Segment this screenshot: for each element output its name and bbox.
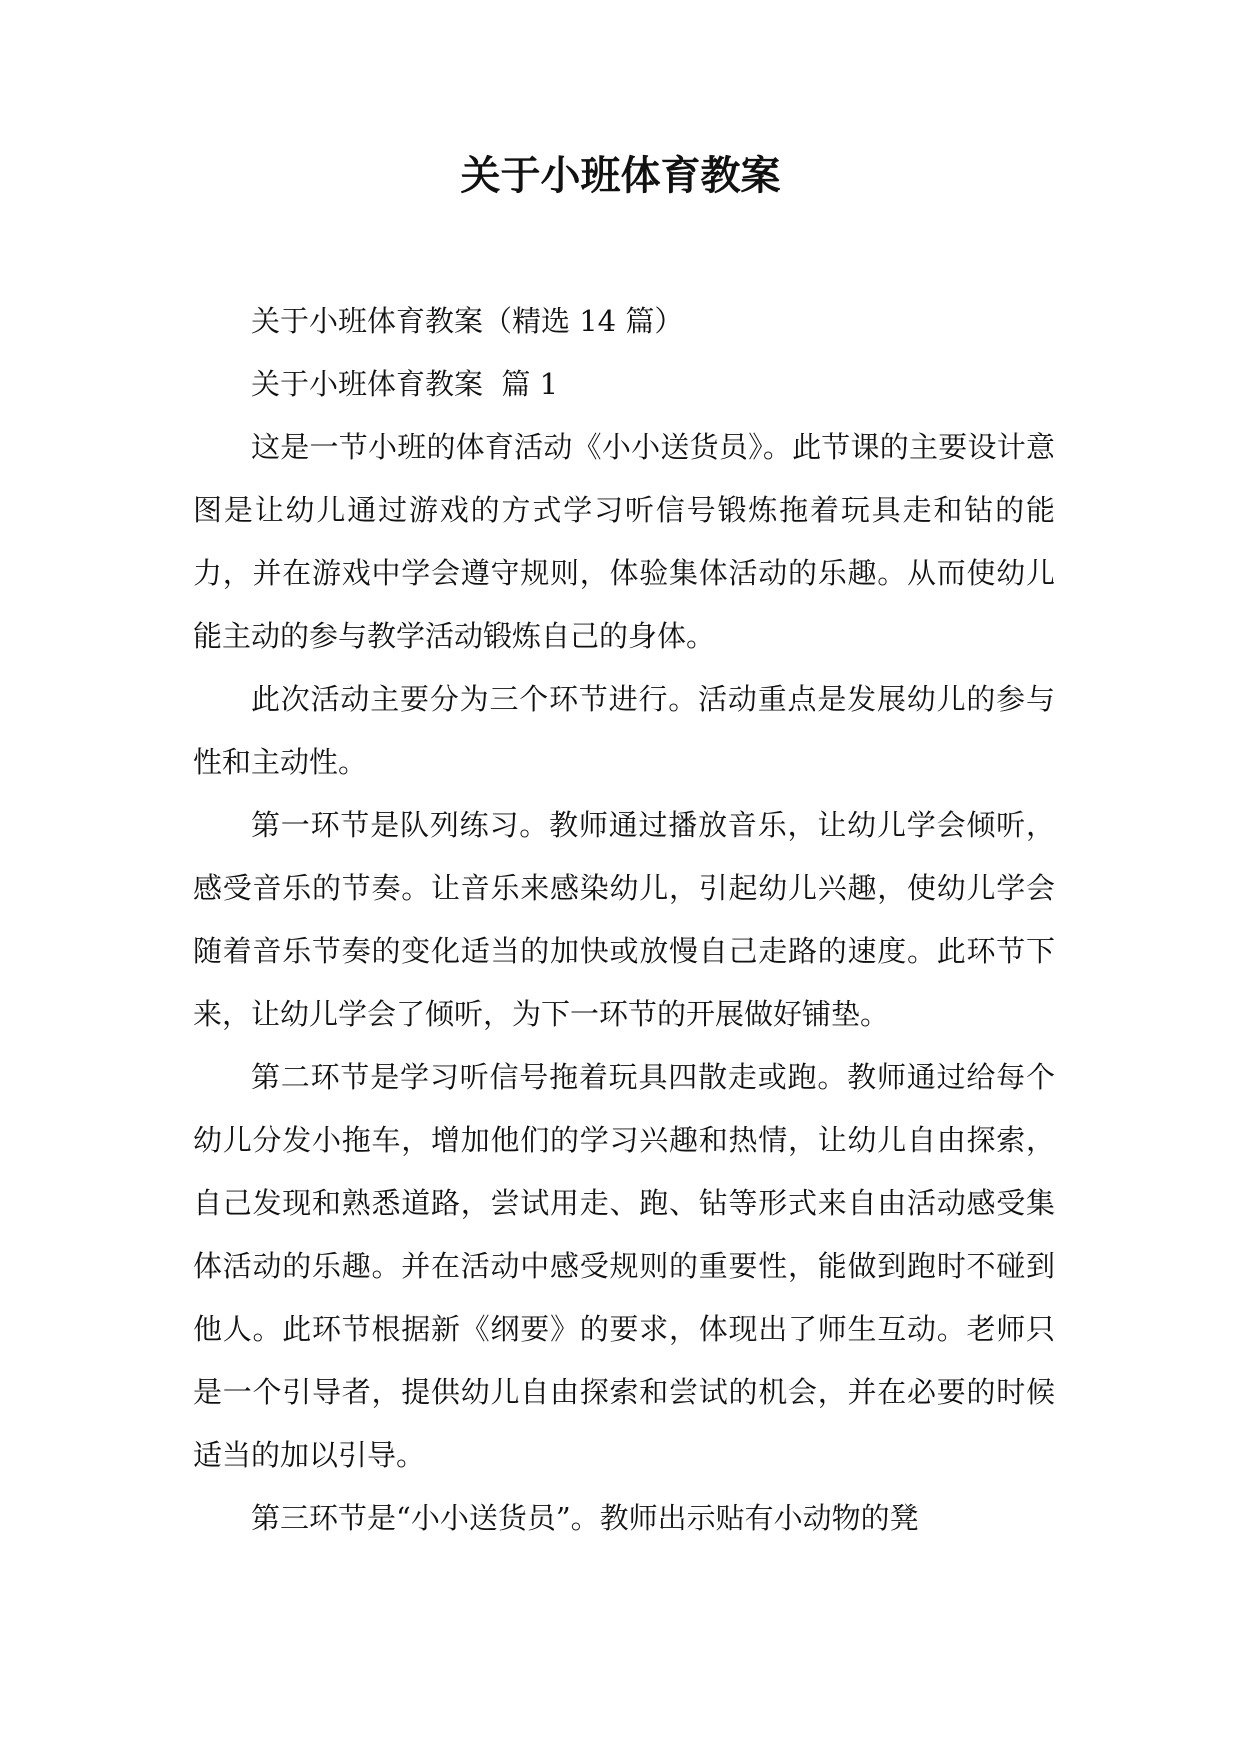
paragraph-step-two: 第二环节是学习听信号拖着玩具四散走或跑。教师通过给每个幼儿分发小拖车，增加他们的学习兴趣和热情，让幼儿自由探索，自己发现和熟悉道路，尝试用走、跑、钻等形式来自由活动感受集体活动的乐趣。并在活动中感受规则的重要性，能做到跑时不碰到他人。此环节根据新《纲要》的要求，体现出了师生互动。老师只是一个引导者，提供幼儿自由探索和尝试的机会，并在必要的时候适当的加以引导。 — [193, 1060, 1055, 1472]
document-subtitle: 关于小班体育教案（精选 14 篇） — [251, 304, 684, 338]
paragraph-overview: 此次活动主要分为三个环节进行。活动重点是发展幼儿的参与性和主动性。 — [193, 682, 1055, 779]
document-title: 关于小班体育教案 — [460, 153, 781, 199]
section-heading: 关于小班体育教案 篇 1 — [251, 367, 559, 401]
paragraph-intro: 这是一节小班的体育活动《小小送货员》。此节课的主要设计意图是让幼儿通过游戏的方式学习听信号锻炼拖着玩具走和钻的能力，并在游戏中学会遵守规则，体验集体活动的乐趣。从而使幼儿能主动的参与教学活动锻炼自己的身体。 — [193, 430, 1055, 653]
paragraph-step-one: 第一环节是队列练习。教师通过播放音乐，让幼儿学会倾听，感受音乐的节奏。让音乐来感染幼儿，引起幼儿兴趣，使幼儿学会随着音乐节奏的变化适当的加快或放慢自己走路的速度。此环节下来，让幼儿学会了倾听，为下一环节的开展做好铺垫。 — [193, 808, 1055, 1031]
document-body — [193, 290, 1055, 1550]
paragraph-step-three: 第三环节是“小小送货员”。教师出示贴有小动物的凳 — [251, 1501, 919, 1535]
